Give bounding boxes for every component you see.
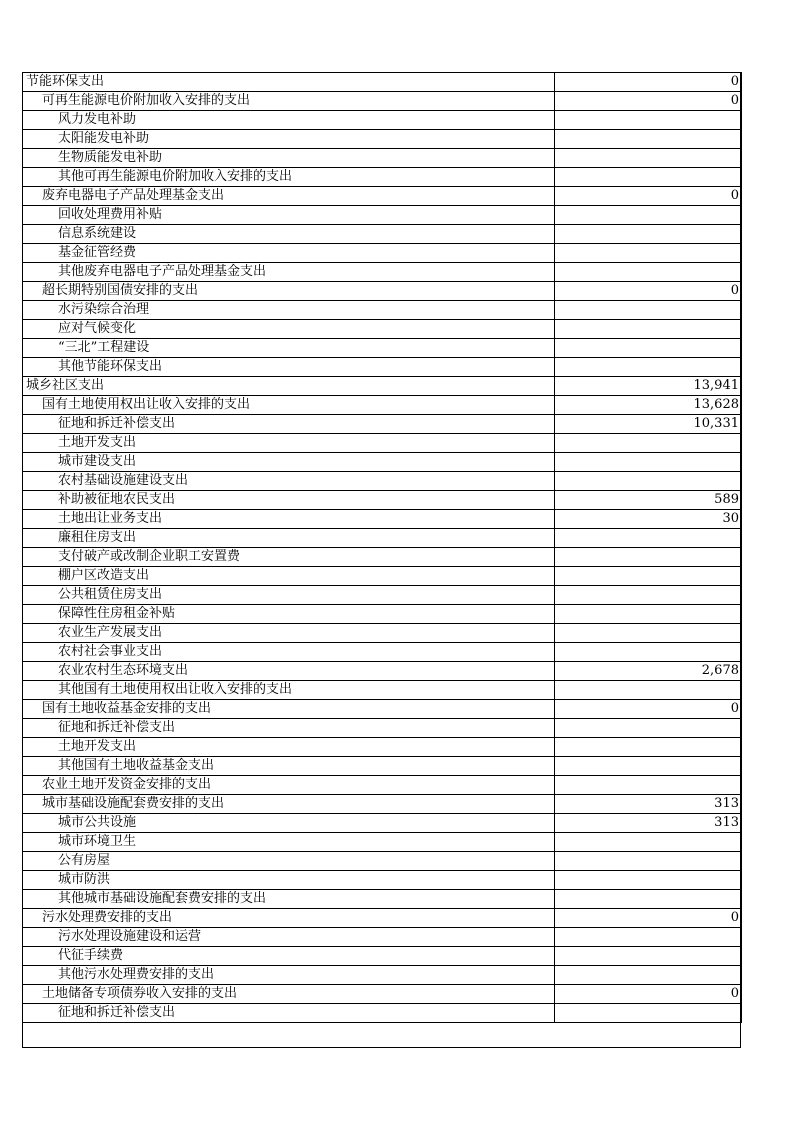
item-name-cell: 土地开发支出	[23, 738, 555, 757]
budget-table-sheet	[22, 72, 741, 1023]
amount-cell	[555, 890, 742, 909]
table-row	[23, 719, 742, 738]
amount-cell	[555, 757, 742, 776]
amount-cell: 313	[555, 814, 742, 833]
item-name-cell: 支付破产或改制企业职工安置费	[23, 548, 555, 567]
amount-cell: 30	[555, 510, 742, 529]
table-row	[23, 567, 742, 586]
table-row	[23, 92, 742, 111]
amount-cell	[555, 529, 742, 548]
item-name-cell: 农业生产发展支出	[23, 624, 555, 643]
item-name-cell: 其他国有土地收益基金支出	[23, 757, 555, 776]
item-name-cell: 征地和拆迁补偿支出	[23, 1004, 555, 1023]
amount-cell: 0	[555, 282, 742, 301]
item-name-cell: “三北”工程建设	[23, 339, 555, 358]
table-row	[23, 377, 742, 396]
item-name-cell: 信息系统建设	[23, 225, 555, 244]
table-body	[23, 73, 742, 1023]
item-name-cell: 土地开发支出	[23, 434, 555, 453]
table-row	[23, 909, 742, 928]
table-row	[23, 928, 742, 947]
amount-cell	[555, 168, 742, 187]
table-row	[23, 624, 742, 643]
amount-cell	[555, 472, 742, 491]
item-name-cell: 农业农村生态环境支出	[23, 662, 555, 681]
table-row	[23, 529, 742, 548]
item-name-cell: 农村社会事业支出	[23, 643, 555, 662]
amount-cell: 13,941	[555, 377, 742, 396]
item-name-cell: 其他节能环保支出	[23, 358, 555, 377]
budget-expenditure-table	[22, 72, 742, 1023]
item-name-cell: 可再生能源电价附加收入安排的支出	[23, 92, 555, 111]
item-name-cell: 国有土地使用权出让收入安排的支出	[23, 396, 555, 415]
item-name-cell: 农村基础设施建设支出	[23, 472, 555, 491]
table-row	[23, 187, 742, 206]
amount-cell: 589	[555, 491, 742, 510]
item-name-cell: 公有房屋	[23, 852, 555, 871]
item-name-cell: 污水处理设施建设和运营	[23, 928, 555, 947]
amount-cell	[555, 320, 742, 339]
table-row	[23, 681, 742, 700]
amount-cell	[555, 263, 742, 282]
table-row	[23, 149, 742, 168]
amount-cell	[555, 833, 742, 852]
table-row	[23, 415, 742, 434]
amount-cell	[555, 149, 742, 168]
item-name-cell: 农业土地开发资金安排的支出	[23, 776, 555, 795]
amount-cell	[555, 966, 742, 985]
item-name-cell: 棚户区改造支出	[23, 567, 555, 586]
amount-cell	[555, 130, 742, 149]
amount-cell	[555, 1004, 742, 1023]
item-name-cell: 水污染综合治理	[23, 301, 555, 320]
table-row	[23, 985, 742, 1004]
item-name-cell: 其他污水处理费安排的支出	[23, 966, 555, 985]
item-name-cell: 城市防洪	[23, 871, 555, 890]
item-name-cell: 应对气候变化	[23, 320, 555, 339]
table-row	[23, 73, 742, 92]
amount-cell: 0	[555, 187, 742, 206]
table-row	[23, 472, 742, 491]
item-name-cell: 补助被征地农民支出	[23, 491, 555, 510]
item-name-cell: 土地出让业务支出	[23, 510, 555, 529]
item-name-cell: 太阳能发电补助	[23, 130, 555, 149]
item-name-cell: 国有土地收益基金安排的支出	[23, 700, 555, 719]
item-name-cell: 废弃电器电子产品处理基金支出	[23, 187, 555, 206]
item-name-cell: 风力发电补助	[23, 111, 555, 130]
item-name-cell: 代征手续费	[23, 947, 555, 966]
table-row	[23, 852, 742, 871]
amount-cell	[555, 453, 742, 472]
amount-cell	[555, 624, 742, 643]
amount-cell	[555, 548, 742, 567]
item-name-cell: 其他城市基础设施配套费安排的支出	[23, 890, 555, 909]
amount-cell	[555, 928, 742, 947]
amount-cell: 2,678	[555, 662, 742, 681]
amount-cell	[555, 681, 742, 700]
table-row	[23, 263, 742, 282]
item-name-cell: 城市公共设施	[23, 814, 555, 833]
amount-cell	[555, 871, 742, 890]
table-row	[23, 871, 742, 890]
table-row	[23, 586, 742, 605]
amount-cell	[555, 947, 742, 966]
amount-cell: 0	[555, 73, 742, 92]
table-row	[23, 339, 742, 358]
item-name-cell: 公共租赁住房支出	[23, 586, 555, 605]
table-row	[23, 662, 742, 681]
item-name-cell: 征地和拆迁补偿支出	[23, 719, 555, 738]
item-name-cell: 城市建设支出	[23, 453, 555, 472]
amount-cell: 0	[555, 985, 742, 1004]
table-row	[23, 282, 742, 301]
table-row	[23, 814, 742, 833]
item-name-cell: 生物质能发电补助	[23, 149, 555, 168]
amount-cell	[555, 852, 742, 871]
table-row	[23, 168, 742, 187]
table-row	[23, 396, 742, 415]
amount-cell	[555, 605, 742, 624]
amount-cell: 10,331	[555, 415, 742, 434]
amount-cell	[555, 358, 742, 377]
amount-cell	[555, 225, 742, 244]
table-row	[23, 700, 742, 719]
table-row	[23, 1004, 742, 1023]
table-row	[23, 225, 742, 244]
item-name-cell: 城市基础设施配套费安排的支出	[23, 795, 555, 814]
amount-cell	[555, 206, 742, 225]
table-row	[23, 244, 742, 263]
amount-cell: 0	[555, 909, 742, 928]
table-row	[23, 738, 742, 757]
table-row	[23, 757, 742, 776]
table-row	[23, 491, 742, 510]
amount-cell	[555, 643, 742, 662]
item-name-cell: 节能环保支出	[23, 73, 555, 92]
table-row	[23, 510, 742, 529]
amount-cell	[555, 339, 742, 358]
amount-cell	[555, 567, 742, 586]
amount-cell	[555, 586, 742, 605]
amount-cell: 13,628	[555, 396, 742, 415]
table-row	[23, 301, 742, 320]
amount-cell	[555, 719, 742, 738]
item-name-cell: 其他国有土地使用权出让收入安排的支出	[23, 681, 555, 700]
amount-cell	[555, 111, 742, 130]
item-name-cell: 城乡社区支出	[23, 377, 555, 396]
item-name-cell: 土地储备专项债券收入安排的支出	[23, 985, 555, 1004]
table-row	[23, 453, 742, 472]
amount-cell	[555, 776, 742, 795]
amount-cell	[555, 301, 742, 320]
amount-cell	[555, 738, 742, 757]
table-row	[23, 643, 742, 662]
item-name-cell: 城市环境卫生	[23, 833, 555, 852]
item-name-cell: 污水处理费安排的支出	[23, 909, 555, 928]
item-name-cell: 廉租住房支出	[23, 529, 555, 548]
item-name-cell: 其他废弃电器电子产品处理基金支出	[23, 263, 555, 282]
amount-cell: 0	[555, 700, 742, 719]
amount-cell	[555, 244, 742, 263]
table-row	[23, 130, 742, 149]
item-name-cell: 超长期特别国债安排的支出	[23, 282, 555, 301]
amount-cell	[555, 434, 742, 453]
table-row	[23, 966, 742, 985]
table-row	[23, 434, 742, 453]
table-row	[23, 795, 742, 814]
table-row	[23, 833, 742, 852]
table-row	[23, 947, 742, 966]
item-name-cell: 其他可再生能源电价附加收入安排的支出	[23, 168, 555, 187]
table-row	[23, 776, 742, 795]
table-row	[23, 111, 742, 130]
table-row	[23, 890, 742, 909]
amount-cell: 0	[555, 92, 742, 111]
item-name-cell: 征地和拆迁补偿支出	[23, 415, 555, 434]
table-row	[23, 548, 742, 567]
table-row	[23, 358, 742, 377]
table-row	[23, 320, 742, 339]
table-row	[23, 206, 742, 225]
table-row	[23, 605, 742, 624]
amount-cell: 313	[555, 795, 742, 814]
item-name-cell: 基金征管经费	[23, 244, 555, 263]
item-name-cell: 回收处理费用补贴	[23, 206, 555, 225]
item-name-cell: 保障性住房租金补贴	[23, 605, 555, 624]
